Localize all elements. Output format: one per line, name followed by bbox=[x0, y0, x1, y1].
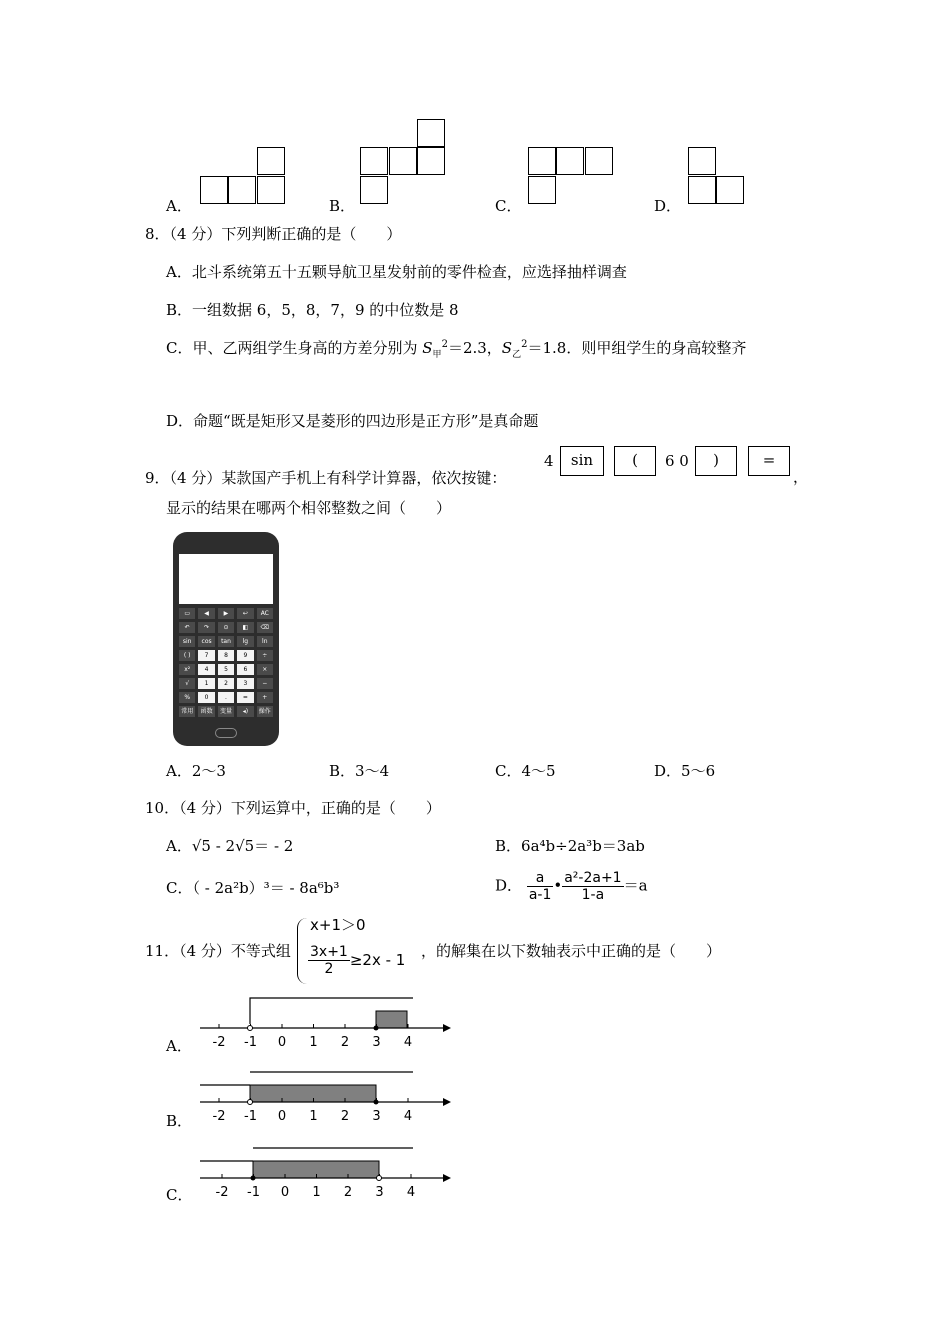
number-line-tick-label: 4 bbox=[403, 1035, 413, 1050]
calc-key: 1 bbox=[198, 678, 214, 689]
calc-key: % bbox=[179, 692, 195, 703]
number-line-tick-label: 1 bbox=[309, 1109, 318, 1124]
calc-key: ▶ bbox=[218, 608, 234, 619]
calc-key: ⊙ bbox=[218, 622, 234, 633]
q9-comma: ， bbox=[793, 468, 809, 486]
number-line-tick-label: -1 bbox=[247, 1185, 260, 1200]
q9-key-60: 6 0 bbox=[665, 452, 689, 470]
q9-option-c: C．4～5 bbox=[495, 762, 556, 780]
calc-key: 6 bbox=[237, 664, 253, 675]
calc-key: 4 bbox=[198, 664, 214, 675]
calc-key: + bbox=[257, 692, 273, 703]
q11-option-c-label: C． bbox=[166, 1186, 193, 1204]
q9-key-close-paren: ) bbox=[695, 446, 737, 476]
number-line-tick-label: -2 bbox=[215, 1185, 229, 1200]
calc-key: cos bbox=[198, 636, 214, 647]
number-line-tick-label: 3 bbox=[372, 1109, 381, 1124]
q10-option-d: D． $\frac{a}{a-1}$ • $\frac{\text{a²-2a+1}}{1-a}$ ＝a bbox=[495, 870, 648, 903]
q11-inequality-1: x+1＞0 bbox=[310, 916, 366, 934]
number-line-tick-label: 4 bbox=[403, 1109, 413, 1124]
q11-option-a-numberline bbox=[195, 994, 455, 1052]
calc-key: = bbox=[237, 692, 253, 703]
q9-option-b: B．3～4 bbox=[329, 762, 390, 780]
q9-key-sin: sin bbox=[560, 446, 604, 476]
calc-key: ↶ bbox=[179, 622, 195, 633]
calc-key: x² bbox=[179, 664, 195, 675]
q10-stem: 10．（4 分）下列运算中，正确的是（ ） bbox=[145, 799, 441, 817]
calc-key: ln bbox=[257, 636, 273, 647]
calc-key: 5 bbox=[218, 664, 234, 675]
calc-key: ◧ bbox=[237, 622, 253, 633]
q11-option-b-label: B． bbox=[166, 1112, 193, 1130]
calc-key: ◂) bbox=[237, 706, 253, 717]
number-line-tick-label: 0 bbox=[277, 1035, 287, 1050]
calc-key: √ bbox=[179, 678, 195, 689]
q11-stem: 11．（4 分）不等式组 bbox=[145, 942, 291, 960]
number-line-tick-label: 3 bbox=[375, 1185, 384, 1200]
q8-option-d: D．命题“既是矩形又是菱形的四边形是正方形”是真命题 bbox=[166, 412, 539, 430]
calc-key: 7 bbox=[198, 650, 214, 661]
number-line-tick-label: 2 bbox=[343, 1185, 353, 1200]
calc-key: 变量 bbox=[218, 706, 234, 717]
q9-stem: 9．（4 分）某款国产手机上有科学计算器，依次按键： bbox=[145, 469, 507, 487]
calc-key: ( ) bbox=[179, 650, 195, 661]
calc-key: AC bbox=[257, 608, 273, 619]
q11-inequality-2: $\frac{3x+1}{2}$ ≥2x - 1 bbox=[310, 944, 406, 977]
number-line-tick-label: 0 bbox=[277, 1109, 287, 1124]
q8-option-a: A．北斗系统第五十五颗导航卫星发射前的零件检查，应选择抽样调查 bbox=[166, 263, 627, 281]
calc-key: ⌫ bbox=[257, 622, 273, 633]
q8-option-b: B．一组数据 6，5，8，7，9 的中位数是 8 bbox=[166, 301, 459, 319]
q9-key-equals: = bbox=[748, 446, 790, 476]
q7-option-c-label: C． bbox=[495, 197, 522, 215]
number-line-tick-label: 4 bbox=[406, 1185, 416, 1200]
phone-screen bbox=[179, 554, 273, 604]
q10-option-b: B．6a⁴b÷2a³b＝3ab bbox=[495, 837, 645, 855]
calc-key: 常用 bbox=[179, 706, 195, 717]
calc-key: lg bbox=[237, 636, 253, 647]
phone-keypad bbox=[179, 608, 273, 717]
number-line-tick-label: -2 bbox=[212, 1109, 226, 1124]
calc-key: sin bbox=[179, 636, 195, 647]
calc-key: 0 bbox=[198, 692, 214, 703]
number-line-tick-label: -1 bbox=[244, 1109, 257, 1124]
q11-option-c-numberline bbox=[195, 1144, 455, 1202]
q9-option-d: D．5～6 bbox=[654, 762, 716, 780]
calc-key: tan bbox=[218, 636, 234, 647]
number-line-tick-label: 0 bbox=[280, 1185, 290, 1200]
q9-key-open-paren: ( bbox=[614, 446, 656, 476]
q9-stem-line2: 显示的结果在哪两个相邻整数之间（ ） bbox=[166, 499, 452, 517]
calc-key: ↷ bbox=[198, 622, 214, 633]
number-line-tick-label: 1 bbox=[312, 1185, 321, 1200]
calc-key: − bbox=[257, 678, 273, 689]
calc-key: ◀ bbox=[198, 608, 214, 619]
calc-key: 8 bbox=[218, 650, 234, 661]
number-line-tick-label: 3 bbox=[372, 1035, 381, 1050]
number-line-tick-label: 2 bbox=[340, 1109, 350, 1124]
home-button-icon bbox=[215, 728, 237, 738]
q11-option-a-label: A． bbox=[166, 1037, 192, 1055]
q9-key-4: 4 bbox=[544, 452, 554, 470]
q9-option-a: A．2～3 bbox=[166, 762, 226, 780]
system-brace-icon bbox=[297, 918, 308, 984]
calc-key: 函数 bbox=[198, 706, 214, 717]
calc-key: 3 bbox=[237, 678, 253, 689]
q10-option-a: A．√5 - 2√5＝ - 2 bbox=[166, 837, 294, 855]
number-line-tick-label: 2 bbox=[340, 1035, 350, 1050]
q11-option-b-numberline bbox=[195, 1068, 455, 1126]
q8-stem: 8．（4 分）下列判断正确的是（ ） bbox=[145, 225, 402, 243]
calc-key: . bbox=[218, 692, 234, 703]
calc-key: ▭ bbox=[179, 608, 195, 619]
calc-key: ↩ bbox=[237, 608, 253, 619]
calc-key: 9 bbox=[237, 650, 253, 661]
q7-option-a-label: A． bbox=[166, 197, 192, 215]
q11-stem-2: ，的解集在以下数轴表示中正确的是（ ） bbox=[421, 942, 722, 960]
calc-key: × bbox=[257, 664, 273, 675]
calc-key: 2 bbox=[218, 678, 234, 689]
q10-option-c: C．（ - 2a²b）³＝ - 8a⁶b³ bbox=[166, 879, 340, 897]
calc-key: 操作 bbox=[257, 706, 273, 717]
calc-key: ÷ bbox=[257, 650, 273, 661]
number-line-tick-label: -2 bbox=[212, 1035, 226, 1050]
q7-option-d-label: D． bbox=[654, 197, 682, 215]
number-line-tick-label: -1 bbox=[244, 1035, 257, 1050]
number-line-tick-label: 1 bbox=[309, 1035, 318, 1050]
q8-option-c: C．甲、乙两组学生身高的方差分别为 $S_甲^2=2.3$，$S_乙^2=1.8$．则甲组学生的身高较整齐 bbox=[166, 339, 747, 360]
q7-option-b-label: B． bbox=[329, 197, 356, 215]
calculator-phone-image bbox=[173, 532, 279, 746]
